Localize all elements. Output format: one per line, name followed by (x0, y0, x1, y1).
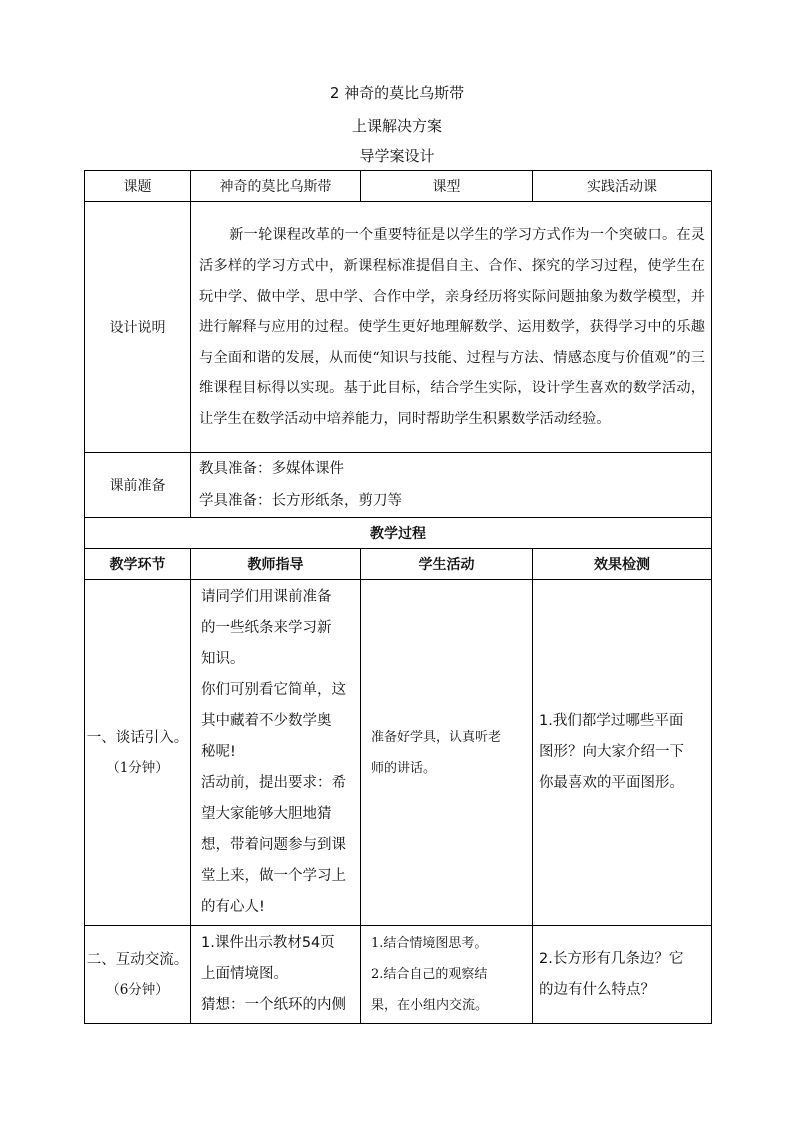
process-title: 教学过程 (85, 518, 712, 549)
teacher-prep: 教具准备：多媒体课件 (199, 461, 344, 477)
teacher-line: 的有心人! (201, 899, 265, 915)
student-activity (361, 926, 533, 1024)
effect-line: 1.我们都学过哪些平面 (539, 713, 684, 729)
col-header-teacher: 教师指导 (191, 549, 361, 580)
type-value: 实践活动课 (533, 171, 712, 202)
col-header-effect: 效果检测 (533, 549, 712, 580)
teacher-line: 你们可别看它简单，这 (201, 682, 346, 698)
design-row (85, 202, 712, 453)
design-description (191, 202, 712, 453)
col-header-student: 学生活动 (361, 549, 533, 580)
student-line: 准备好学具，认真听老 (371, 729, 502, 745)
topic-value: 神奇的莫比乌斯带 (191, 171, 361, 202)
teacher-line: 1.课件出示教材54页 (201, 935, 335, 951)
stage-name: 二、互动交流。 (86, 951, 189, 968)
student-line: 1.结合情境图思考。 (371, 936, 488, 951)
process-title-row (85, 518, 712, 549)
info-row (85, 171, 712, 202)
col-header-stage: 教学环节 (85, 549, 191, 580)
prep-content (191, 453, 712, 518)
student-prep: 学具准备：长方形纸条，剪刀等 (199, 493, 402, 509)
teacher-line: 猜想：一个纸环的内侧 (201, 997, 346, 1013)
plan-subtitle: 上课解决方案 (351, 117, 442, 135)
effect-check (533, 926, 712, 1024)
stage-minutes: （6分钟） (106, 981, 169, 998)
student-line: 师的讲话。 (371, 760, 437, 776)
teacher-line: 请同学们用课前准备 (201, 589, 332, 605)
guide-design-heading: 导学案设计 (359, 147, 435, 165)
teacher-guidance (191, 926, 361, 1024)
prep-row (85, 453, 712, 518)
student-activity (361, 580, 533, 926)
teacher-line: 其中藏着不少数学奥 (201, 713, 332, 729)
teacher-guidance (191, 580, 361, 926)
effect-check (533, 580, 712, 926)
design-text: 新一轮课程改革的一个重要特征是以学生的学习方式作为一个突破口。在灵活多样的学习方式中，新课程标准提倡自主、合作、探究的学习过程，使学生在玩中学、做中学、思中学、合作中学，亲身经历将实际问题抽象为数学模型，并进行解释与应用的过程。使学生更好地理解数学、运用数学，获得学习中的乐趣与全面和谐的发展，从而使“知识与技能、过程与方法、情感态度与价值观”的三维课程目标得以实现。基于此目标，结合学生实际，设计学生喜欢的数学活动，让学生在数学活动中培养能力，同时帮助学生积累数学活动经验。 (199, 227, 705, 427)
teacher-line: 活动前，提出要求：希 (201, 775, 346, 791)
process-header-row (85, 549, 712, 580)
lesson-number-title: 2 神奇的莫比乌斯带 (329, 84, 465, 102)
stage-cell (85, 926, 191, 1024)
effect-line: 的边有什么特点？ (539, 981, 655, 998)
teacher-line: 秘呢! (201, 744, 236, 760)
topic-label: 课题 (85, 171, 191, 202)
prep-label: 课前准备 (85, 453, 191, 518)
teacher-line: 堂上来，做一个学习上 (201, 868, 346, 884)
teacher-line: 想，带着问题参与到课 (201, 837, 346, 853)
student-line: 果，在小组内交流。 (371, 998, 489, 1013)
lesson-plan-table (84, 170, 712, 1024)
student-line: 2.结合自己的观察结 (371, 967, 488, 982)
stage-name: 一、谈话引入。 (86, 729, 189, 746)
teacher-line: 知识。 (201, 651, 245, 667)
teacher-line: 的一些纸条来学习新 (201, 620, 332, 636)
effect-line: 你最喜欢的平面图形。 (539, 775, 684, 791)
type-label: 课型 (361, 171, 533, 202)
effect-line: 图形？向大家介绍一下 (539, 744, 684, 760)
teacher-line: 上面情境图。 (201, 966, 288, 982)
stage-minutes: （1分钟） (106, 759, 169, 776)
effect-line: 2.长方形有几条边？它 (539, 950, 684, 967)
stage-cell (85, 580, 191, 926)
process-row-interaction (85, 926, 712, 1024)
process-row-intro (85, 580, 712, 926)
design-label: 设计说明 (85, 202, 191, 453)
teacher-line: 望大家能够大胆地猜 (201, 806, 332, 822)
